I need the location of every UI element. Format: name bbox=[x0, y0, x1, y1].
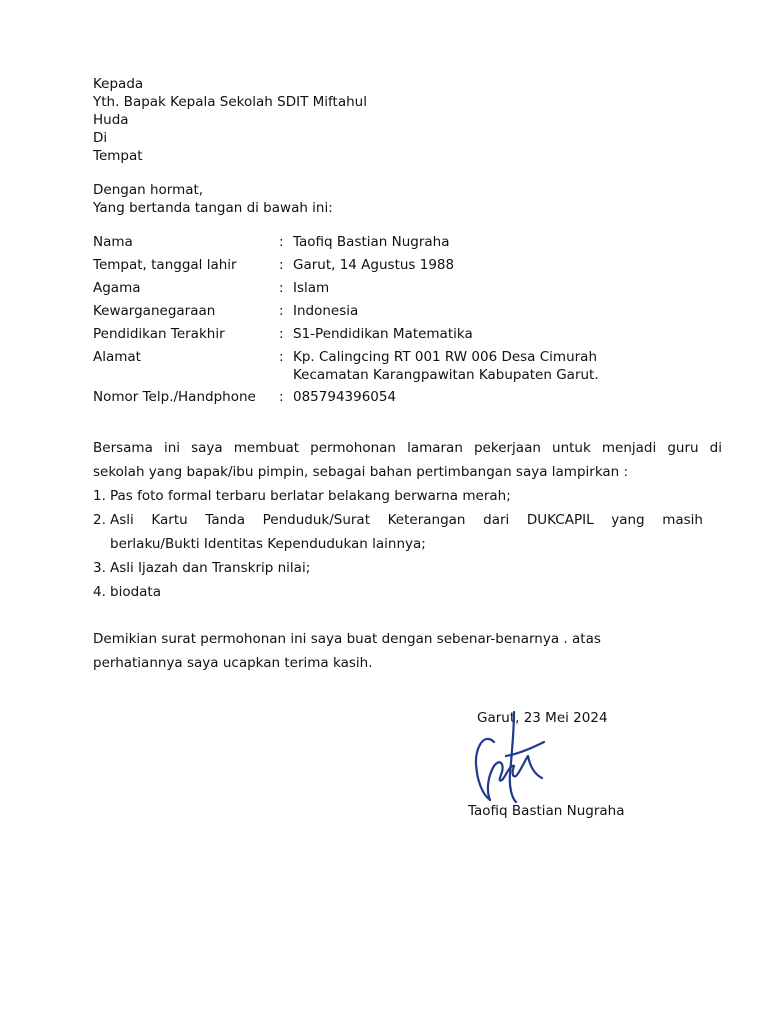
attachment-item bbox=[93, 556, 722, 580]
info-value: 085794396054 bbox=[293, 389, 397, 405]
attachment-text: biodata bbox=[110, 584, 161, 600]
address-line-1: Kp. Calingcing RT 001 RW 006 Desa Cimurah bbox=[293, 349, 598, 365]
info-value: Indonesia bbox=[293, 303, 359, 319]
salutation: Dengan hormat, bbox=[93, 182, 204, 198]
recipient-block bbox=[93, 75, 367, 165]
recipient-line: Di bbox=[93, 130, 108, 146]
info-colon: : bbox=[279, 303, 284, 319]
closing-line: perhatiannya saya ucapkan terima kasih. bbox=[93, 655, 373, 671]
info-value bbox=[293, 348, 599, 384]
attachment-number: 4. bbox=[93, 584, 106, 600]
body-paragraph-line: sekolah yang bapak/ibu pimpin, sebagai bahan pertimbangan saya lampirkan : bbox=[93, 464, 629, 480]
info-label: Kewarganegaraan bbox=[93, 303, 216, 319]
attachment-text: Pas foto formal terbaru berlatar belakang berwarna merah; bbox=[110, 488, 511, 504]
info-label: Alamat bbox=[93, 349, 141, 365]
recipient-line: Yth. Bapak Kepala Sekolah SDIT Miftahul bbox=[93, 94, 367, 110]
closing-line: Demikian surat permohonan ini saya buat dengan sebenar-benarnya . atas bbox=[93, 631, 601, 647]
signature-stroke bbox=[510, 712, 516, 802]
place-date: Garut, 23 Mei 2024 bbox=[477, 710, 608, 726]
greeting-block bbox=[93, 181, 333, 217]
info-colon: : bbox=[279, 326, 284, 342]
info-value: Garut, 14 Agustus 1988 bbox=[293, 257, 455, 273]
info-label: Nama bbox=[93, 234, 133, 250]
attachment-text-continued: berlaku/Bukti Identitas Kependudukan lainnya; bbox=[110, 536, 426, 552]
info-label: Pendidikan Terakhir bbox=[93, 326, 225, 342]
attachment-item bbox=[93, 508, 722, 556]
signature-stroke bbox=[513, 756, 528, 776]
attachment-text: Asli Kartu Tanda Penduduk/Surat Keterangan dari DUKCAPIL yang masih bbox=[110, 512, 703, 528]
attachment-item bbox=[93, 580, 722, 604]
intro-text: Yang bertanda tangan di bawah ini: bbox=[93, 200, 333, 216]
recipient-line: Kepada bbox=[93, 76, 144, 92]
info-label: Nomor Telp./Handphone bbox=[93, 389, 256, 405]
info-colon: : bbox=[279, 349, 284, 365]
info-value: Islam bbox=[293, 280, 330, 296]
attachment-number: 3. bbox=[93, 560, 106, 576]
body-paragraph-line: Bersama ini saya membuat permohonan lamaran pekerjaan untuk menjadi guru di bbox=[93, 440, 722, 456]
closing-paragraph bbox=[93, 627, 601, 675]
info-label: Agama bbox=[93, 280, 141, 296]
info-colon: : bbox=[279, 280, 284, 296]
signature-stroke bbox=[528, 756, 542, 778]
info-colon: : bbox=[279, 234, 284, 250]
recipient-line: Tempat bbox=[93, 148, 143, 164]
info-colon: : bbox=[279, 257, 284, 273]
recipient-line: Huda bbox=[93, 112, 129, 128]
attachment-number: 1. bbox=[93, 488, 106, 504]
info-value: Taofiq Bastian Nugraha bbox=[293, 234, 450, 250]
signature-image bbox=[470, 708, 552, 804]
attachment-text: Asli Ijazah dan Transkrip nilai; bbox=[110, 560, 311, 576]
address-line-2: Kecamatan Karangpawitan Kabupaten Garut. bbox=[293, 367, 599, 383]
attachment-item bbox=[93, 484, 722, 508]
info-label: Tempat, tanggal lahir bbox=[93, 257, 237, 273]
attachment-number: 2. bbox=[93, 512, 106, 528]
signer-name: Taofiq Bastian Nugraha bbox=[468, 803, 625, 819]
letter-body bbox=[93, 436, 722, 604]
info-colon: : bbox=[279, 389, 284, 405]
info-value: S1-Pendidikan Matematika bbox=[293, 326, 473, 342]
